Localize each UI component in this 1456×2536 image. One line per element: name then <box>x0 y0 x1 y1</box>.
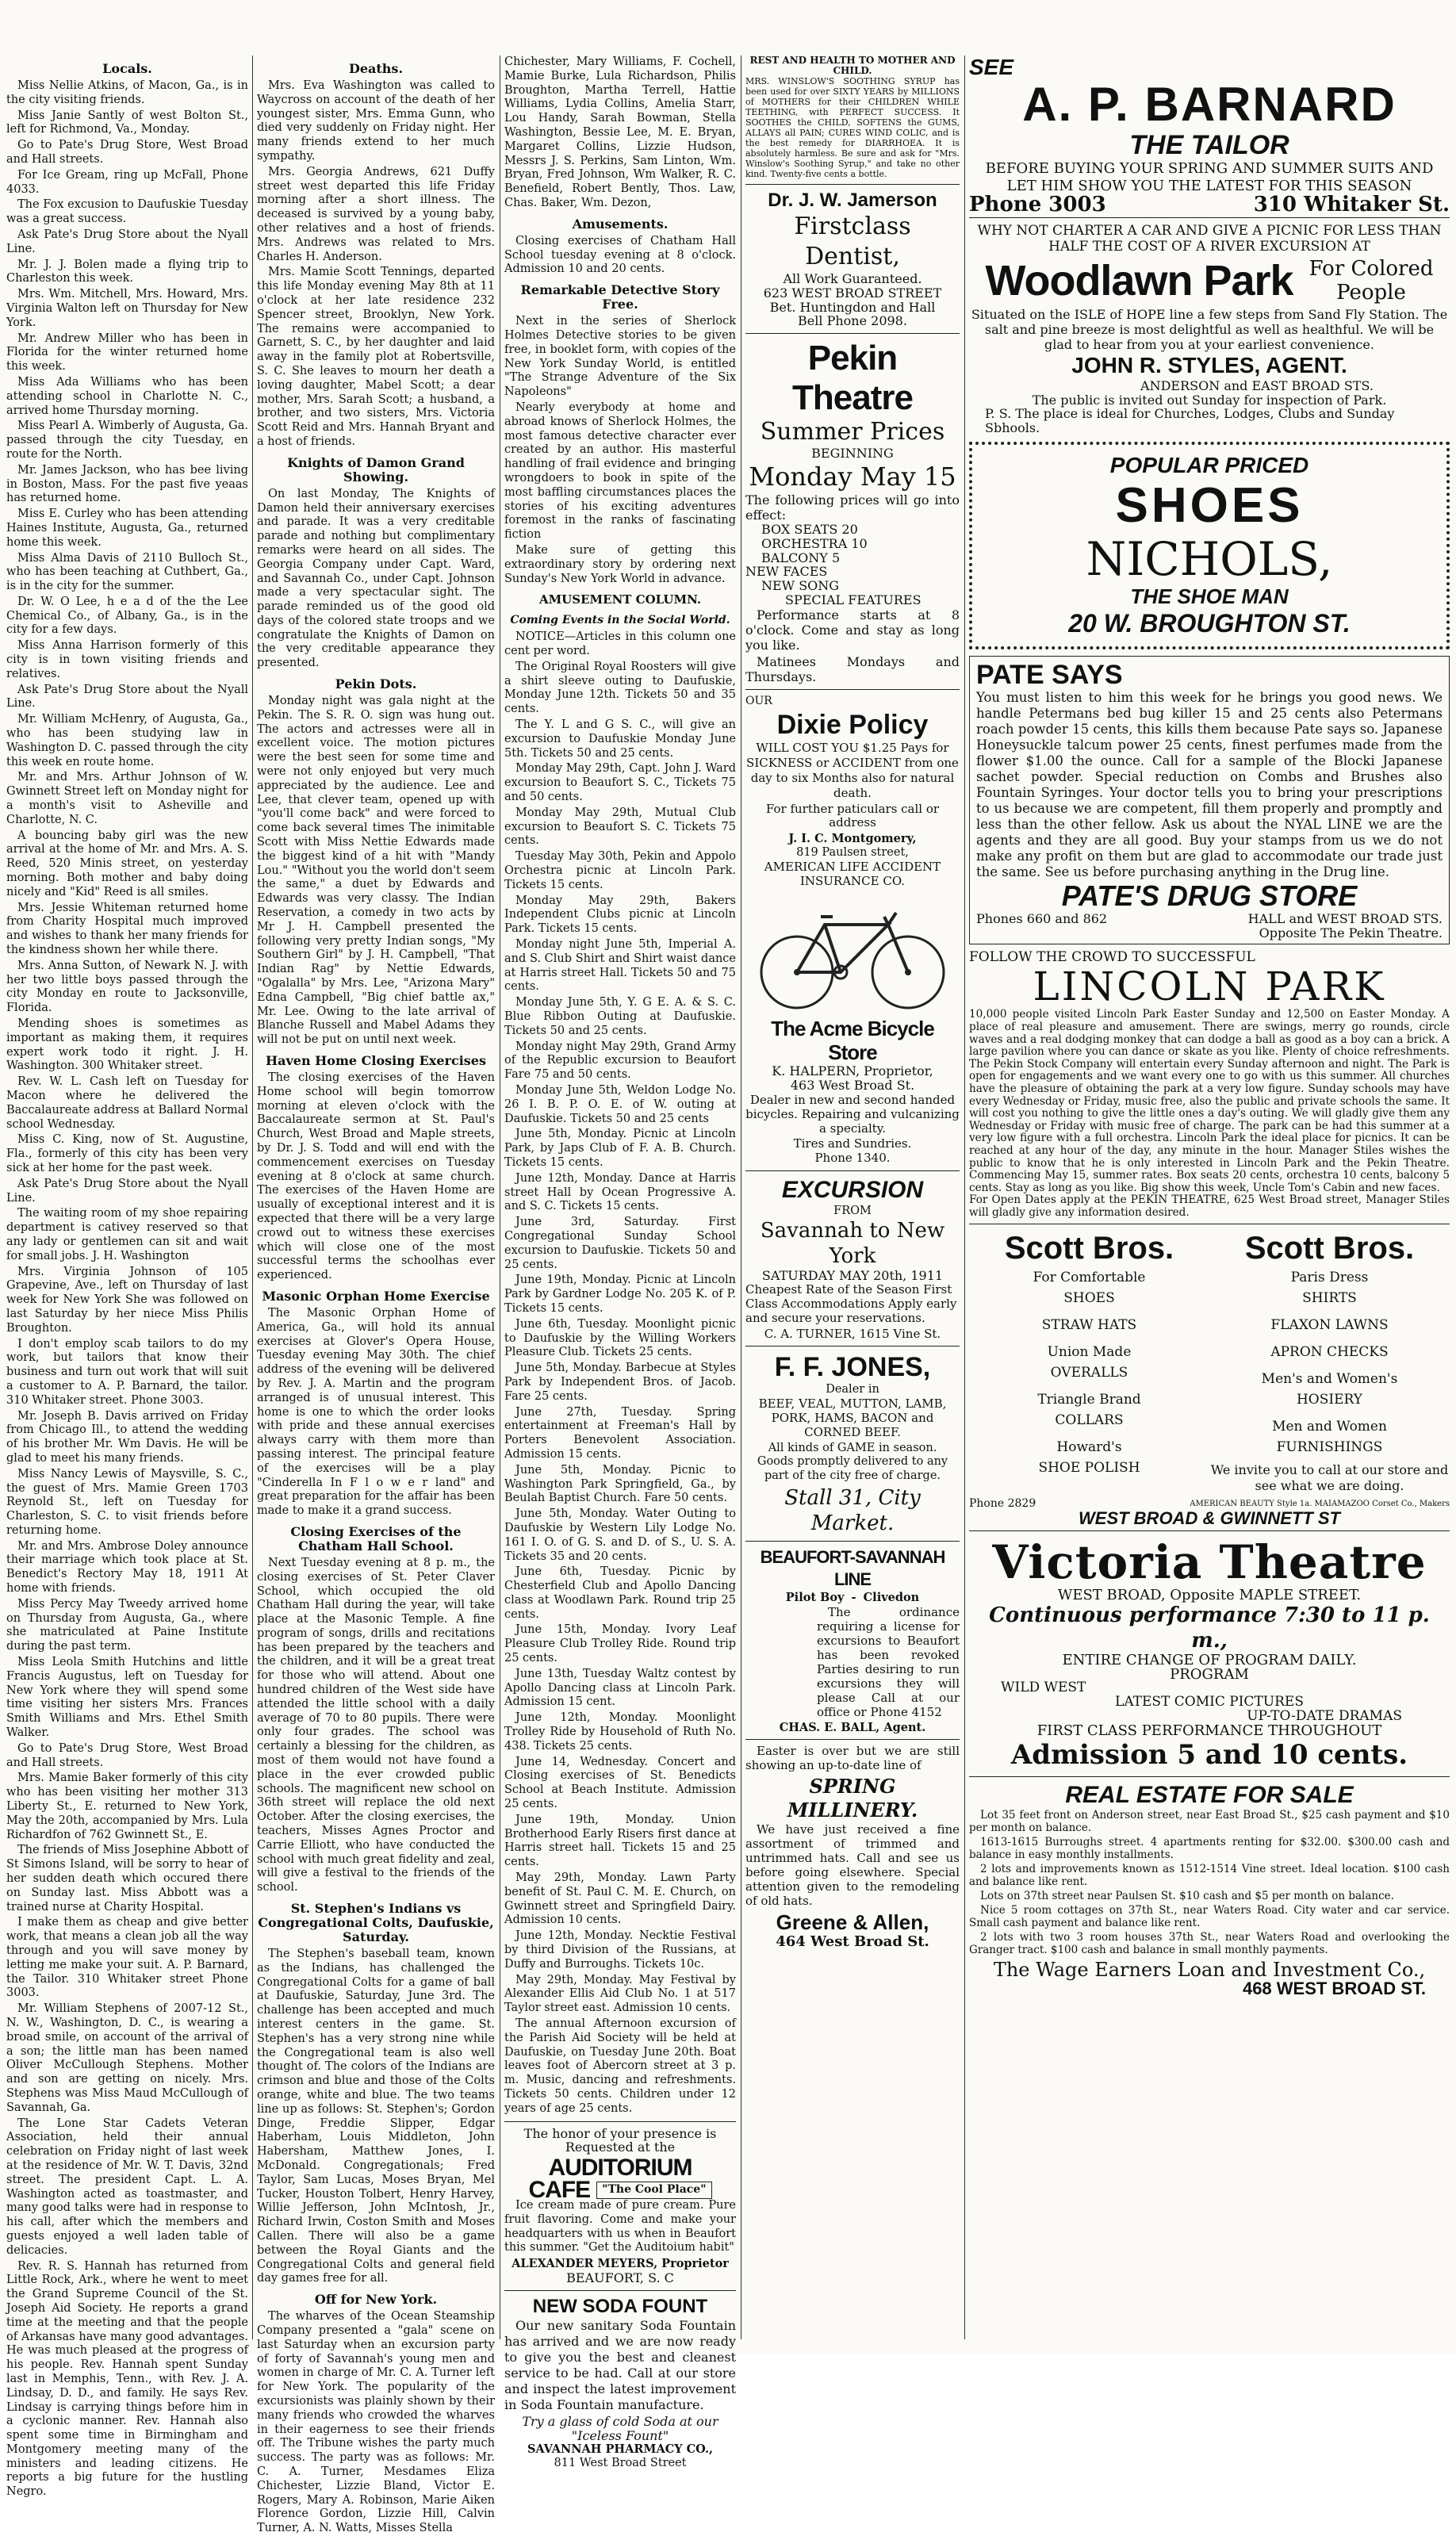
victoria-first-class: FIRST CLASS PERFORMANCE THROUGHOUT <box>1036 1722 1382 1739</box>
nichols-shoes-ad <box>969 442 1450 649</box>
social-event-item: Monday May 29th, Bakers Independent Clubs picnic at Lincoln Park. Tickets 15 cents. <box>504 894 736 936</box>
real-estate-items <box>969 1809 1450 1956</box>
local-item: Ask Pate's Drug Store about the Nyall Line. <box>6 228 248 255</box>
social-event-item: Monday June 5th, Y. G E. A. & S. C. Blue Ribbon Outing at Daufuskie. Tickets 50 and 25 cents. <box>504 996 736 1037</box>
woodlawn-address: ANDERSON and EAST BROAD STS. <box>1140 377 1374 393</box>
section-paragraph: The closing exercises of the Haven Home school will begin tomorrow morning at eleven o'clock with the Baccalaureate sermon at St. Paul's Church, West Broad and Maple streets, by Dr. J. S. Todd and will end with the commencement exercises on Tuesday evening at 8 o'clock at same church. The exercises of the Haven Home are usually of exceptional interest and it is expected that there will be a very large crowd out to witness these exercises which will close one of the most successful terms the schoolhas ever experienced. <box>257 1071 495 1282</box>
barnard-text: BEFORE BUYING YOUR SPRING AND SUMMER SUITS AND LET HIM SHOW YOU THE LATEST FOR THIS SEASON <box>985 160 1434 194</box>
local-item: Mrs. Wm. Mitchell, Mrs. Howard, Mrs. Virginia Walton left on Thursday for New York. <box>6 288 248 329</box>
social-event-item: The Original Royal Roosters will give a shirt sleeve outing to Daufuskie, Monday June 12th. Tickets 50 and 35 cents. <box>504 660 736 716</box>
excursion-title: EXCURSION <box>781 1176 924 1203</box>
excursion-agent: C. A. TURNER, 1615 Vine St. <box>764 1326 941 1341</box>
scott-address: WEST BROAD & GWINNETT ST <box>1079 1508 1340 1529</box>
section-heading: St. Stephen's Indians vs Congregational Colts, Daufuskie, Saturday. <box>258 1901 494 1945</box>
social-events-list <box>504 630 736 2116</box>
real-estate-item: 2 lots with two 3 room houses 37th St., near Waters Road and overlooking the Granger tract. $100 cash and balance in small monthly payments. <box>969 1930 1450 1956</box>
local-item: Miss Anna Harrison formerly of this city is in town visiting friends and relatives. <box>6 639 248 680</box>
local-item: I don't employ scab tailors to do my work, but tailors that know their business and turn out work that will suit a customer to A. P. Barnard, the tailor. 310 Whitaker street. Phone 3003. <box>6 1337 248 1407</box>
local-item: Mending shoes is sometimes as important as making them, it requires expert work todo it right. J. H. Washington. 300 Whitaker street. <box>6 1017 248 1073</box>
real-estate-title: REAL ESTATE FOR SALE <box>1065 1781 1354 1808</box>
social-event-item: NOTICE—Articles in this column one cent per word. <box>504 630 736 658</box>
pekin-theatre-ad <box>745 339 960 684</box>
bicycle-title: The Acme Bicycle Store <box>771 1017 934 1065</box>
scott-r9: We invite you to call at our store and see what we are doing. <box>1210 1462 1449 1494</box>
amusement-column <box>504 56 736 2470</box>
divider <box>745 1541 960 1542</box>
scott-corset: AMERICAN BEAUTY Style 1a. MAIAMAZOO Corset Co., Makers <box>1190 1500 1450 1509</box>
scott-left-title: Scott Bros. <box>1004 1231 1174 1266</box>
social-event-item: June 13th, Tuesday Waltz contest by Apollo Dancing class at Lincoln Park. Admission 15 cent. <box>504 1667 736 1709</box>
section-paragraph: The Masonic Orphan Home of America, Ga., will hold its annual exercises at Glover's Opera House, Tuesday evening May 30th. The chief address of the evening will be delivered by Rev. J. A. Martin and the program arranged is of unusual interest. This home is one to which the order looks with pride and these annual exercises always carry with them more than passing interest. The principal feature of the exercises will be a play "Cinderella In F l o w e r land" and great preparation for the affair has been made to make it a grand success. <box>257 1306 495 1518</box>
divider <box>745 184 960 185</box>
winslow-heading: REST AND HEALTH TO MOTHER AND CHILD. <box>749 55 956 76</box>
scott-l4: Union Made <box>1047 1344 1132 1361</box>
pekin-special: SPECIAL FEATURES <box>785 592 921 607</box>
pekin-new-faces: NEW FACES <box>745 564 828 580</box>
social-event-item: June 5th, Monday. Barbecue at Styles Park by Independent Bros. of Jacob. Fare 25 cents. <box>504 1362 736 1403</box>
victoria-name: Victoria Theatre <box>992 1535 1427 1590</box>
pate-hall: HALL and WEST BROAD STS. <box>1247 910 1443 926</box>
divider <box>969 217 1450 218</box>
local-item: Mrs. Virginia Johnson of 105 Grapevine, Ave., left on Thursday of last week for New York She was followed on last Saturday by her niece Miss Philis Broughton. <box>6 1265 248 1335</box>
millinery-ad <box>745 1744 960 1951</box>
detective-story-text <box>504 315 736 586</box>
millinery-text: We have just received a fine assortment of trimmed and untrimmed hats. Call and see us before going elsewhere. Special attention given to the remodeling of old hats. <box>745 1822 960 1909</box>
bicycle-phone: Phone 1340. <box>814 1150 891 1165</box>
pate-store-name: PATE'S DRUG STORE <box>1061 879 1358 912</box>
social-event-item: Tuesday May 30th, Pekin and Appolo Orchestra picnic at Lincoln Park. Tickets 15 cents. <box>504 850 736 891</box>
social-event-item: June 19th, Monday. Picnic at Lincoln Park by Gardner Lodge No. 205 K. of P. Tickets 15 cents. <box>504 1274 736 1315</box>
locals-column <box>6 56 248 2499</box>
pekin-title: Pekin Theatre <box>792 339 913 418</box>
auditorium-city: BEAUFORT, S. C <box>566 2270 674 2285</box>
ads-column-wide <box>969 56 1450 2339</box>
victoria-address: WEST BROAD, Opposite MAPLE STREET. <box>1057 1587 1362 1604</box>
barnard-see: SEE <box>969 55 1014 79</box>
section-paragraph: On last Monday, The Knights of Damon held their anniversary exercises and parade. It was a very creditable parade and nothing but complimentary remarks were heard on all sides. The Georgia Company under Capt. Ward, and Savannah Co., under Capt. Johnson made a very spectacular sight. The parade reminded us of the good old days of the colored state troops and we congratulate the Knights of Damon on the very creditable appearance they presented. <box>257 487 495 670</box>
beaufort-text: The ordinance requiring a license for excursions to Beaufort has been revoked Parties desiring to run excursions they will please Call at our office or Phone 4152 <box>817 1604 960 1719</box>
dixie-address: 819 Paulsen street, <box>796 845 909 859</box>
lincoln-park-ad <box>969 948 1450 1220</box>
bicycle-text: Dealer in new and second handed bicycles. Repairing and vulcanizing a specialty. <box>745 1092 960 1136</box>
jones-delivery: Goods promptly delivered to any part of the city free of charge. <box>757 1455 948 1483</box>
auditorium-ad <box>504 2127 736 2285</box>
local-item: Mrs. Jessie Whiteman returned home from Charity Hospital much improved and wishes to thank her many friends for the kindness shown her while there. <box>6 901 248 957</box>
beaufort-clivedon: Clivedon <box>863 1590 920 1604</box>
pate-opposite: Opposite The Pekin Theatre. <box>1259 925 1443 940</box>
dixie-agent: J. I. C. Montgomery, <box>788 832 917 846</box>
beaufort-agent: CHAS. E. BALL, Agent. <box>779 1720 926 1734</box>
woodlawn-for-colored: For Colored <box>1308 256 1434 281</box>
local-item: Mr. William McHenry, of Augusta, Ga., who has been studying law in Washington D. C. passed through the city this week en route home. <box>6 713 248 768</box>
scott-phone: Phone 2829 <box>969 1497 1036 1511</box>
real-estate-item: 2 lots and improvements known as 1512-1514 Vine street. Ideal location. $100 cash and balance like rent. <box>969 1862 1450 1888</box>
section-heading: Deaths. <box>348 61 404 76</box>
scott-r3: FLAXON LAWNS <box>1270 1317 1389 1334</box>
shoes-address: 20 W. BROUGHTON ST. <box>1068 608 1351 638</box>
woodlawn-title-row <box>969 255 1450 307</box>
social-event-item: June 5th, Monday. Picnic to Washington Park Springfield, Ga., by Beulah Baptist Church. Fare 50 cents. <box>504 1463 736 1505</box>
scott-l8: Howard's <box>1056 1439 1122 1456</box>
beaufort-line-ad <box>745 1546 960 1735</box>
scott-l3: STRAW HATS <box>1041 1317 1137 1334</box>
social-event-item: June 3rd, Saturday. First Congregational Sunday School excursion to Daufuskie. Tickets 50 and 25 cents. <box>504 1216 736 1271</box>
local-item: Mrs. Anna Sutton, of Newark N. J. with her two little boys passed through the city Monday en route to Jacksonville, Florida. <box>6 959 248 1015</box>
pekin-beginning: BEGINNING <box>811 446 894 462</box>
auditorium-name: AUDITORIUM <box>548 2155 692 2182</box>
scott-l6: Triangle Brand <box>1037 1392 1141 1408</box>
excursion-text: Cheapest Rate of the Season First Class Accommodations Apply early and secure your reservations. <box>745 1282 957 1325</box>
section-heading: Off for New York. <box>314 2292 438 2308</box>
victoria-change: ENTIRE CHANGE OF PROGRAM DAILY. <box>1062 1651 1357 1668</box>
barnard-tailor: THE TAILOR <box>1129 130 1289 160</box>
local-item: Mr. and Mrs. Arthur Johnson of W. Gwinnett Street left on Monday night for a month's visit to Asheville and Charlotte, N. C. <box>6 771 248 826</box>
social-event-item: June 27th, Tuesday. Spring entertainment at Freeman's Hall by Porters Benevolent Association. Admission 15 cents. <box>504 1405 736 1461</box>
scott-r2: SHIRTS <box>1302 1290 1357 1307</box>
real-estate-item: 1613-1615 Burroughs street. 4 apartments renting for $32.00. $300.00 cash and balance in easy monthly installments. <box>969 1835 1450 1861</box>
jones-meats: BEEF, VEAL, MUTTON, LAMB, PORK, HAMS, BACON and CORNED BEEF. <box>758 1396 947 1439</box>
beaufort-separator: - <box>851 1590 856 1604</box>
social-event-item: June 6th, Tuesday. Moonlight picnic to Daufuskie by the Willing Workers Pleasure Club. Tickets 25 cents. <box>504 1317 736 1359</box>
winslow-text: MRS. WINSLOW'S SOOTHING SYRUP has been used for over SIXTY YEARS by MILLIONS of MOTHERS for their CHILDREN WHILE TEETHING, with PERFECT SUCCESS. It SOOTHES the CHILD, SOFTENS the GUMS, ALLAYS all PAIN; CURES WIND COLIC, and is the best remedy for DIARRHOEA. It is absolutely harmless. Be sure and ask for "Mrs. Winslow's Soothing Syrup," and take no other kind. Twenty-five cents a bottle. <box>745 76 960 179</box>
soda-fount-ad <box>504 2296 736 2471</box>
pate-says-ad <box>969 656 1450 944</box>
local-item: A bouncing baby girl was the new arrival at the home of Mr. and Mrs. A. S. Reed, 520 Minis street, on yesterday morning. Both mother and baby doing nicely and "Kid" Reed is all smiles. <box>6 829 248 898</box>
pate-store-row <box>976 912 1443 926</box>
section-paragraph: The Stephen's baseball team, known as the Indians, has challenged the Congregational Colts for a game of ball at Daufuskie, Saturday, June 3rd. The challenge has been accepted and much interest centers in the game. St. Stephen's has a very strong nine while the Congregational team is also well thought of. The colors of the Indians are crimson and blue and those of the Colts orange, white and blue. The two teams line up as follows: St. Stephen's; Gordon Dinge, Freddie Slipper, Edgar Haberham, Louis Middleton, John Habersham, Matthew Jones, I. McDonald. Congregationals; Fred Taylor, Sam Lucas, Moses Bryan, Mel Tucker, Houston Tolbert, Henry Harvey, Willie Jefferson, John McIntosh, Jr., Richard Irwin, Coston Smith and Moses Callen. There will also be a game between the Royal Giants and the Congregational Colts and general field day games free for all. <box>257 1948 495 2285</box>
woodlawn-park-ad <box>969 223 1450 435</box>
victoria-admission: Admission 5 and 10 cents. <box>1010 1738 1408 1771</box>
barnard-phone: Phone 3003 <box>969 193 1106 216</box>
barnard-address: 310 Whitaker St. <box>1253 193 1450 216</box>
millinery-intro: Easter is over but we are still showing an up-to-date line of <box>745 1744 960 1773</box>
dentist-guarantee: All Work Guaranteed. <box>783 271 922 286</box>
barnard-tailor-ad <box>969 55 1450 216</box>
scott-r8: FURNISHINGS <box>1276 1439 1383 1456</box>
social-event-item: June 15th, Monday. Ivory Leaf Pleasure Club Trolley Ride. Round trip 25 cents. <box>504 1623 736 1665</box>
detective-paragraph: Nearly everybody at home and abroad knows of Sherlock Holmes, the most famous detective character ever created by an author. His masterful handling of frail evidence and bringing wrongdoers to book in spite of the most baffling circumstances places the stories of his exciting adventures foremost in the ranks of fascinating fiction <box>504 400 736 542</box>
scott-r4: APRON CHECKS <box>1270 1344 1389 1361</box>
social-event-item: The Y. L and G S. C., will give an excursion to Daufuskie Monday June 5th. Tickets 50 and 25 cents. <box>504 718 736 760</box>
local-item: Miss Nancy Lewis of Maysville, S. C., the guest of Mrs. Mamie Green 1703 Reynold St., left on Tuesday for Charleston, S. C. to visit friends before returning home. <box>6 1467 248 1537</box>
dentist-phone: Bell Phone 2098. <box>798 313 907 329</box>
auditorium-invite: The honor of your presence is <box>523 2125 717 2141</box>
scott-l1: For Comfortable <box>1033 1270 1146 1286</box>
scott-l7: COLLARS <box>1055 1412 1124 1429</box>
section-heading: Haven Home Closing Exercises <box>266 1053 486 1068</box>
pekin-new-song: NEW SONG <box>761 578 840 594</box>
jones-dealer: Dealer in <box>826 1383 879 1396</box>
local-item: Miss Percy May Tweedy arrived home on Thursday from Augusta, Ga., where she matriculated at Paine Institute during the past term. <box>6 1597 248 1653</box>
scott-right <box>1209 1229 1450 1494</box>
social-event-item: June 12th, Monday. Dance at Harris street Hall by Ocean Progressive A. and S. C. Tickets 15 cents. <box>504 1171 736 1213</box>
pate-phones: Phones 660 and 862 <box>976 910 1108 926</box>
social-events-subheading: Coming Events in the Social World. <box>510 614 730 627</box>
local-item: Miss Nellie Atkins, of Macon, Ga., is in the city visiting friends. <box>6 79 248 106</box>
woodlawn-for-block <box>1309 257 1434 305</box>
dixie-text: WILL COST YOU $1.25 Pays for SICKNESS or ACCIDENT from one day to six Months also for natural death. <box>746 740 959 800</box>
section-paragraph: Mrs. Eva Washington was called to Waycross on account of the death of her youngest sister, Mrs. Emma Gunn, who died very suddenly on Friday night. Her many friends extend to her much sympathy. <box>257 79 495 163</box>
woodlawn-agent: JOHN R. STYLES, AGENT. <box>1071 352 1347 377</box>
local-item: For Ice Gream, ring up McFall, Phone 4033. <box>6 168 248 196</box>
column-rule <box>252 56 253 2339</box>
victoria-continuous: Continuous performance 7:30 to 11 p. m., <box>989 1603 1430 1653</box>
detective-paragraph: Next in the series of Sherlock Holmes Detective stories to be given free, in booklet form, with copies of the New York Sunday World, is entitled "The Strange Adventure of the Six Napoleons" <box>504 315 736 399</box>
pekin-box-seats: BOX SEATS 20 <box>761 521 858 537</box>
local-item: Miss Alma Davis of 2110 Bulloch St., who has been teaching at Cuthbert, Ga., is in the city for the summer. <box>6 551 248 593</box>
woodlawn-name: Woodlawn Park <box>985 256 1293 305</box>
scott-bros-ad <box>969 1229 1450 1529</box>
dentist-ad <box>745 190 960 328</box>
excursion-ad <box>745 1176 960 1342</box>
locals-heading: Locals. <box>102 61 152 76</box>
bicycle-owner: K. HALPERN, Proprietor, <box>772 1063 933 1079</box>
local-item: Rev. R. S. Hannah has returned from Little Rock, Ark., where he went to meet the Grand Supreme Council of the St. Joseph Aid Society. He reports a grand time at the meeting and that the people of Arkansas have many good advantages. He was much pleased at the progress of his people. Rev. Hannah spent Sunday last in Memphis, Tenn., with Rev. J. A. Lindsay, D. D., and family. He says Rev. Lindsay is carrying things before him in a cyclonic manner. Rev. Hannah also spent some time in Birmingham and Montgomery meeting many of the ministers and leading citizens. He reports a big future for the hustling Negro. <box>6 2259 248 2499</box>
local-item: Miss E. Curley who has been attending Haines Institute, Augusta, Ga., returned home this week. <box>6 508 248 549</box>
excursion-party-list: Chichester, Mary Williams, F. Cochell, Mamie Burke, Lula Richardson, Philis Broughton, Martha Terrell, Hattie Williams, Lydia Collins, Amelia Starr, Lou Handy, Sarah Bowman, Stella Washington, Bessie Lee, M. E. Bryan, Margaret Collins, Lizzie Hudson, Messrs J. S. Perkins, Sam Linton, Wm. Bryan, Fred Johnson, Wm Walker, R. C. Benefield, Robert Bently, Thos. Law, Chas. Baker, Wm. Dezon, <box>504 56 736 209</box>
auditorium-owner: ALEXANDER MEYERS, Proprietor <box>512 2257 729 2271</box>
jones-stall: Stall 31, City Market. <box>784 1485 921 1535</box>
scott-r6: HOSIERY <box>1296 1392 1363 1408</box>
auditorium-requested: Requested at the <box>565 2140 676 2155</box>
woodlawn-ps: P. S. The place is ideal for Churches, Lodges, Clubs and Sunday Sbhools. <box>985 406 1395 436</box>
pekin-performance: Performance starts at 8 o'clock. Come and stay as long you like. <box>745 607 960 653</box>
lincoln-follow: FOLLOW THE CROWD TO SUCCESSFUL <box>969 948 1255 965</box>
section-heading: Knights of Damon Grand Showing. <box>287 454 465 485</box>
section-heading: Pekin Dots. <box>335 676 417 692</box>
social-event-item: Monday May 29th, Capt. John J. Ward excursion to Beaufort S. C., Tickets 75 and 50 cents. <box>504 762 736 804</box>
bicycle-address: 463 West Broad St. <box>790 1078 915 1094</box>
bicycle-tires: Tires and Sundries. <box>793 1136 912 1151</box>
excursion-date: SATURDAY MAY 20th, 1911 <box>761 1268 944 1284</box>
local-item: The Fox excusion to Daufuskie Tuesday was a great success. <box>6 198 248 226</box>
social-event-item: Monday May 29th, Mutual Club excursion to Beaufort S. C. Tickets 75 cents. <box>504 806 736 848</box>
dixie-company: AMERICAN LIFE ACCIDENT INSURANCE CO. <box>764 859 941 888</box>
local-item: Mr. Joseph B. Davis arrived on Friday from Chicago Ill., to attend the wedding of his brother Mr. Wm Davis. He will be glad to meet his many friends. <box>6 1409 248 1465</box>
column-rule <box>964 56 965 2339</box>
soda-title: NEW SODA FOUNT <box>532 2295 708 2317</box>
divider <box>504 2121 736 2122</box>
beaufort-title: BEAUFORT-SAVANNAH LINE <box>760 1546 945 1589</box>
social-event-item: Monday June 5th, Weldon Lodge No. 26 I. B. P. O. E. of W. outing at Daufuskie. Tickets 50 and 25 cents <box>504 1084 736 1125</box>
real-estate-address: 468 WEST BROAD ST. <box>1242 1978 1426 1998</box>
dixie-policy-ad <box>745 695 960 889</box>
pekin-date: Monday May 15 <box>749 461 956 492</box>
shoes-man: THE SHOE MAN <box>1130 584 1289 608</box>
pekin-balcony: BALCONY 5 <box>761 550 841 565</box>
local-item: Mr. J. J. Bolen made a flying trip to Charleston this week. <box>6 258 248 285</box>
pate-says-title: PATE SAYS <box>976 659 1123 690</box>
victoria-dramas: UP-TO-DATE DRAMAS <box>1247 1708 1402 1725</box>
beaufort-pilot: Pilot Boy <box>785 1590 845 1604</box>
jones-title: F. F. JONES, <box>774 1352 931 1383</box>
local-item: Mr. William Stephens of 2007-12 St., N. W., Washington, D. C., is wearing a broad smile, on account of the arrival of a son; the little man has been named Oliver McCullough Stephens. Mother and son are getting on nicely. Mrs. Stephens was Miss Maud McCullough of Savannah, Ga. <box>6 2002 248 2114</box>
woodlawn-why: WHY NOT CHARTER A CAR AND GIVE A PICNIC FOR LESS THAN HALF THE COST OF A RIVER EXCURSION AT <box>977 222 1442 255</box>
barnard-name: A. P. BARNARD <box>1022 78 1397 131</box>
dentist-title: Firstclass Dentist, <box>794 213 911 270</box>
pekin-matinees: Matinees Mondays and Thursdays. <box>745 653 960 684</box>
woodlawn-public: The public is invited out Sunday for inspection of Park. <box>1032 392 1387 408</box>
top-margin <box>0 0 1456 48</box>
lincoln-name: LINCOLN PARK <box>1033 963 1386 1010</box>
jones-game: All kinds of GAME in season. <box>768 1441 937 1454</box>
divider <box>745 1346 960 1347</box>
local-item: Mrs. Mamie Baker formerly of this city who has been visiting her mother 313 Liberty St., E. returned to New York, May the 20th, accompanied by Mrs. Lula Richardfon of 762 Gwinnett St., E. <box>6 1772 248 1841</box>
ads-column-narrow <box>745 56 960 2339</box>
excursion-route: Savannah to New York <box>760 1219 945 1269</box>
pekin-intro: The following prices will go into effect: <box>745 492 960 523</box>
dixie-more: For further paticulars call or address <box>765 801 940 830</box>
local-item: Go to Pate's Drug Store, West Broad and Hall streets. <box>6 139 248 166</box>
section-paragraph: The wharves of the Ocean Steamship Company presented a "gala" scene on last Saturday when an excursion party of forty of Savannah's young men and women in charge of Mr. C. A. Turner left for New York. The popularity of the excursionists was plainly shown by their many friends who crowded the wharves in their eagerness to see their friends off. The Tribune wishes the party much success. The party was as follows: Mr. C. A. Turner, Mesdames Eliza Chichester, Lizzie Bland, Victor E. Rogers, Mary A. Robinson, Marie Aiken Florence Gordon, Lizzie Hill, Calvin Turner, A. N. Watts, Misses Stella <box>257 2310 495 2535</box>
bicycle-store-ad <box>745 893 960 1165</box>
local-item: Mr. Andrew Miller who has been in Florida for the winter returned home this week. <box>6 331 248 374</box>
jones-meat-ad <box>745 1351 960 1536</box>
section-heading: Closing Exercises of the Chatham Hall School. <box>290 1523 462 1553</box>
lincoln-text: 10,000 people visited Lincoln Park Easter Sunday and 12,500 on Easter Monday. A place of real pleasure and amusement. There are swings, merry go rounds, circle waves and a real dodging monkey that can dodge a ball as good as a boy can a brick. A large pavilion where you can dance or skate as you like. Plenty of choice refreshments. The Pekin Stock Company will entertain every Sunday afternoon and night. The Park is open for engagements and we want every one to go with us this summer. All churches have the pleasure of obtaining the park at a very low figure. Sunday schools may have every Wednesday or Friday, music free, also the public and private schools the same. It will cost you nothing to give the little ones a day's outing. We will gladly give them any Wednesday or Friday with music free of charge. The park can be had this summer at a very low figure with a full orchestra. Lincoln Park the ideal place for picnics. It can be reached at any hour of the day, any minute in the hour. Manager Stiles wishes the public to know that he is only interested in Lincoln Park and the Pekin Theatre. Commencing May 15, summer rates. Box seats 20 cents, orchestra 10 cents, balcony 5 cents. Stay as long as you like. Big show this week, Uncle Tom's Cabin and new faces. <box>969 1008 1450 1194</box>
greene-allen: Greene & Allen, <box>776 1910 929 1935</box>
section-paragraph: Mrs. Mamie Scott Tennings, departed this life Monday evening May 8th at 11 o'clock at her late residence 232 Spencer street, Brooklyn, New York. The remains were accompanied to Garnett, S. C., by her daughter and laid away in the family plot at Robertsville, S. C. She leaves to mourn her death a loving daughter, Mabel Scott; a dear mother, Mrs. Sarah Scott; a husband, a brother, and two sisters, Mrs. Victoria Scott Reid and Mrs. Hannah Bryant and a host of friends. <box>257 266 495 448</box>
amusements-text: Closing exercises of Chatham Hall School tuesday evening at 8 o'clock. Admission 10 and 20 cents. <box>504 234 736 276</box>
bicycle-illustration <box>753 893 952 1012</box>
scott-r1: Paris Dress <box>1290 1270 1369 1286</box>
section-paragraph: Mrs. Georgia Andrews, 621 Duffy street west departed this life Friday morning after a short illness. The deceased is survived by a young baby, other relatives and a host of friends. Mrs. Andrews was related to Mrs. Charles H. Anderson. <box>257 165 495 263</box>
local-item: The Lone Star Cadets Veteran Association, held their annual celebration on Friday night of last week at the residence of Mr. W. T. Davis, 32nd street. The president Capt. L. A. Washington acted as toastmaster, and many good talks were had in response to his call, after which the members and guests enjoyed a well laden table of delicacies. <box>6 2117 248 2257</box>
victoria-program: PROGRAM <box>1170 1665 1249 1683</box>
news-column <box>257 56 495 2535</box>
auditorium-cafe: CAFE <box>528 2177 591 2204</box>
local-item: Miss Janie Santly of west Bolton St., left for Richmond, Va., Monday. <box>6 109 248 136</box>
scott-l9: SHOE POLISH <box>1038 1460 1140 1477</box>
divider <box>504 2290 736 2291</box>
scott-r7: Men and Women <box>1272 1419 1387 1435</box>
section-paragraph: Next Tuesday evening at 8 p. m., the closing exercises of St. Peter Claver School, which occupied the old Chatham Hall during the year, will take place at the Masonic Temple. A fine program of songs, drills and recitations has been prepared by the teachers and the children, and it will be a great treat for those who will attend. About one hundred children of the West side have attended the little school with a daily average of 70 to 80 pupils. There were only four grades. The school was certainly a blessing for the children, as most of them would not have found a place in the ever crowded public schools. The magnificent new school on 36th street will replace the old next October. After the closing exercises, the teachers, Misses Agnes Proctor and Carrie Elliott, who have conducted the school with much great fidelity and zeal, will give a festival to the friends of the school. <box>257 1556 495 1894</box>
social-event-item: The annual Afternoon excursion of the Parish Aid Society will be held at Daufuskie, on Tuesday June 20th. Boat leaves foot of Abercorn street at 3 p. m. Music, dancing and refreshments. Tickets 50 cents. Children under 12 years of age 25 cents. <box>504 2017 736 2115</box>
auditorium-tagline: "The Cool Place" <box>596 2182 711 2199</box>
social-event-item: June 14, Wednesday. Concert and Closing exercises of St. Benedicts School at Beach Institute. Admission 25 cents. <box>504 1755 736 1811</box>
real-estate-company: The Wage Earners Loan and Investment Co., <box>993 1958 1426 1981</box>
local-item: Dr. W. O Lee, h e a d of the the Lee Chemical Co., of Albany, Ga., is in the city for a few days. <box>6 595 248 637</box>
section-paragraph: Monday night was gala night at the Pekin. The S. R. O. sign was hung out. The actors and actresses were all in excellent voice. The motion pictures were the best seen for some time and were not only enjoyed but very much appreciated by the audience. Lee and Lee, that clever team, opened up with "you'll come back" and were forced to come back several times The inimitable Scott with Miss Nettie Edwards made the biggest kind of a hit with "Mandy Lou." "Without you the world don't seem the same," a duet by Edwards and Edwards was very classy. The Indian Reservation, a comedy in two acts by Mr J. H. Campbell presented the following very pretty Indian songs, "My Southern Girl" by J. H. Campbell, "That Indian Rag" by Nettie Edwards, "Ogalalla" by Mrs. Lee, "Arizona Mary" Edna Campbell, "Big chief battle ax," Mr. Lee. Owing to the late arrival of Blanche Russell and Mabel Adams they will not be put on until next week. <box>257 695 495 1047</box>
shoes-nichols: NICHOLS, <box>1086 531 1333 586</box>
local-item: Rev. W. L. Cash left on Tuesday for Macon where he delivered the Baccalaureate address at Ballard Normal school Wednesday. <box>6 1075 248 1131</box>
local-item: The waiting room of my shoe repairing department is cativey reserved so that any lady or gentlemen can sit and wait for small jobs. J. H. Washington <box>6 1207 248 1262</box>
real-estate-item: Nice 5 room cottages on 37th St., near Waters Road. City water and car service. Small cash payment and balance like rent. <box>969 1903 1450 1929</box>
soda-address: 811 West Broad Street <box>554 2457 687 2470</box>
social-event-item: June 6th, Tuesday. Picnic by Chesterfield Club and Apollo Dancing class at Woodlawn Park. Round trip 25 cents. <box>504 1565 736 1621</box>
victoria-wild-west: WILD WEST <box>1001 1680 1086 1696</box>
soda-company: SAVANNAH PHARMACY CO., <box>527 2442 714 2457</box>
real-estate-item: Lot 35 feet front on Anderson street, near East Broad St., $25 cash payment and $10 per month on balance. <box>969 1808 1450 1834</box>
dentist-address: 623 WEST BROAD STREET <box>763 285 942 301</box>
winslow-syrup-ad <box>745 56 960 179</box>
local-item: Mr. and Mrs. Ambrose Doley announce their marriage which took place at St. Benedict's Rectory May 18, 1911 At home with friends. <box>6 1539 248 1596</box>
dixie-our: OUR <box>745 694 772 707</box>
local-item: Go to Pate's Drug Store, West Broad and Hall streets. <box>6 1741 248 1769</box>
social-event-item: June 19th, Monday. Union Brotherhood Early Risers first dance at Harris street hall. Tickets 15 and 25 cents. <box>504 1813 736 1869</box>
auditorium-text: Ice cream made of pure cream. Pure fruit flavoring. Come and make your headquarters with us when in Beaufort this summer. "Get the Auditoium habit" <box>504 2198 736 2254</box>
victoria-theatre-ad <box>969 1536 1450 1772</box>
pekin-orchestra: ORCHESTRA 10 <box>761 535 868 551</box>
local-item: Miss Pearl A. Wimberly of Augusta, Ga. passed through the city Tuesday, en route for the North. <box>6 419 248 461</box>
local-item: Mr. James Jackson, who has bee living in Boston, Mass. For the past five yeaas has returned home. <box>6 463 248 505</box>
detective-paragraph: Make sure of getting this extraordinary story by ordering next Sunday's New York World in advance. <box>504 543 736 585</box>
dentist-name: Dr. J. W. Jamerson <box>768 190 937 211</box>
dentist-between: Bet. Huntingdon and Hall <box>769 299 936 315</box>
real-estate-ad <box>969 1782 1450 1996</box>
social-event-item: Monday night June 5th, Imperial A. and S. Club Shirt and Shirt waist dance at Harris street Hall. Tickets 50 and 75 cents. <box>504 938 736 994</box>
real-estate-item: Lots on 37th street near Paulsen St. $10 cash and $5 per month on balance. <box>980 1889 1394 1902</box>
woodlawn-text: Situated on the ISLE of HOPE line a few steps from Sand Fly Station. The salt and pine breeze is most delightful as well as healthful. We will be glad to hear from you at your earliest convenience. <box>971 306 1448 352</box>
local-item: The friends of Miss Josephine Abbott of St Simons Island, will be sorry to hear of her sudden death which occured there on Sunday last. Miss Abbott was a trained nurse at Charity Hospital. <box>6 1844 248 1913</box>
local-item: Miss C. King, now of St. Augustine, Fla., formerly of this city has been very sick at her home for the past week. <box>6 1133 248 1174</box>
greene-address: 464 West Broad St. <box>776 1933 929 1951</box>
auditorium-cafe-row <box>504 2177 736 2204</box>
victoria-latest: LATEST COMIC PICTURES <box>1115 1694 1304 1710</box>
pekin-summer-prices: Summer Prices <box>760 418 945 446</box>
soda-text: Our new sanitary Soda Fountain has arrived and we are now ready to give you the best and cleanest service to be had. Call at our store and inspect the latest improvement in Soda Fountain manufacture. <box>504 2317 736 2412</box>
amusements-heading: Amusements. <box>572 216 669 232</box>
lincoln-open-dates: For Open Dates apply at the PEKIN THEATRE, 625 West Broad street, Manager Stiles will gladly give any information desired. <box>969 1193 1450 1219</box>
social-event-item: June 12th, Monday. Necktie Festival by third Division of the Russians, at Duffy and Burroughs. Tickets 10c. <box>504 1929 736 1971</box>
scott-l2: SHOES <box>1063 1290 1115 1307</box>
social-event-item: Monday night May 29th, Grand Army of the Republic excursion to Beaufort Fare 75 and 50 cents. <box>504 1040 736 1082</box>
local-item: Miss Ada Williams who has been attending school in Charlotte N. C., arrived home Thursday morning. <box>6 375 248 417</box>
millinery-title: SPRING MILLINERY. <box>787 1775 918 1822</box>
divider <box>745 1170 960 1171</box>
local-item: Miss Leola Smith Hutchins and little Francis Augustus, left on Tuesday for New York where they will spend some time visiting her sisters Mrs. Frances Smith Williams and Mrs. Ethel Smith Walker. <box>6 1656 248 1740</box>
woodlawn-people: People <box>1336 280 1406 305</box>
divider <box>745 689 960 690</box>
divider <box>969 1776 1450 1777</box>
scott-left <box>969 1229 1209 1494</box>
social-event-item: May 29th, Monday. May Festival by Alexander Ellis Aid Club No. 1 at 517 Taylor street east. Admission 10 cents. <box>504 1973 736 2015</box>
divider <box>745 1739 960 1740</box>
social-event-item: June 5th, Monday. Picnic at Lincoln Park, by Japs Club of F. A. B. Church. Tickets 15 cents. <box>504 1128 736 1169</box>
dixie-title: Dixie Policy <box>776 709 929 740</box>
social-event-item: June 12th, Monday. Moonlight Trolley Ride by Household of Ruth No. 438. Tickets 25 cents. <box>504 1711 736 1753</box>
scott-l5: OVERALLS <box>1050 1365 1128 1381</box>
locals-items <box>6 79 248 2500</box>
section-heading: Masonic Orphan Home Exercise <box>262 1288 490 1304</box>
local-item: I make them as cheap and give better work, that means a clean job all the way through and you will save money by letting me make your suit. A. P. Barnard, the Tailor. 310 Whitaker street Phone 3003. <box>6 1916 248 2000</box>
pate-says-text: You must listen to him this week for he brings you good news. We handle Petermans bed bug killer 15 and 25 cents also Petermans roach powder 15 cents, this kills them because Pate says so. Japanese Honeysuckle talcum power 25 cents, finest perfumes made from the flower $1.00 the ounce. Call for a sample of the Blocki Japanese sachet powder. Special reduction on Combs and Brushes also Fountain Syringes. Your doctor tells you to bring your prescriptions to us because we are competent, fill them properly and promptly and less than the other fellow. Ask us about the NYAL LINE we are the agents and they are all good. Buy your stamps from us we do not make any profit on them but are glad to accommodate our trade just the same. See us before purchasing anything in the Drug line. <box>976 689 1443 879</box>
local-item: Ask Pate's Drug Store about the Nyall Line. <box>6 1177 248 1205</box>
amusement-column-heading: AMUSEMENT COLUMN. <box>538 592 702 607</box>
soda-italic: Try a glass of cold Soda at our "Iceless Fount" <box>522 2413 718 2443</box>
news-sections <box>257 62 495 2536</box>
social-event-item: May 29th, Monday. Lawn Party benefit of St. Paul C. M. E. Church, on Gwinnett street and Springfield Dairy. Admission 10 cents. <box>504 1871 736 1927</box>
excursion-from: FROM <box>833 1204 872 1217</box>
scott-right-title: Scott Bros. <box>1244 1231 1415 1266</box>
detective-story-heading: Remarkable Detective Story Free. <box>520 282 720 312</box>
divider <box>969 1530 1450 1531</box>
scott-r5: Men's and Women's <box>1261 1371 1398 1388</box>
social-event-item: June 5th, Monday. Water Outing to Daufuskie by Western Lily Lodge No. 161 I. O. of G. S. and D. of S., U. S. A. Tickets 35 and 20 cents. <box>504 1507 736 1563</box>
shoes-popular: POPULAR PRICED <box>1109 452 1309 477</box>
beaufort-boats <box>745 1591 960 1605</box>
barnard-bottom-row <box>969 193 1450 216</box>
divider <box>745 333 960 334</box>
local-item: Ask Pate's Drug Store about the Nyall Line. <box>6 683 248 711</box>
shoes-title: SHOES <box>1115 477 1304 533</box>
